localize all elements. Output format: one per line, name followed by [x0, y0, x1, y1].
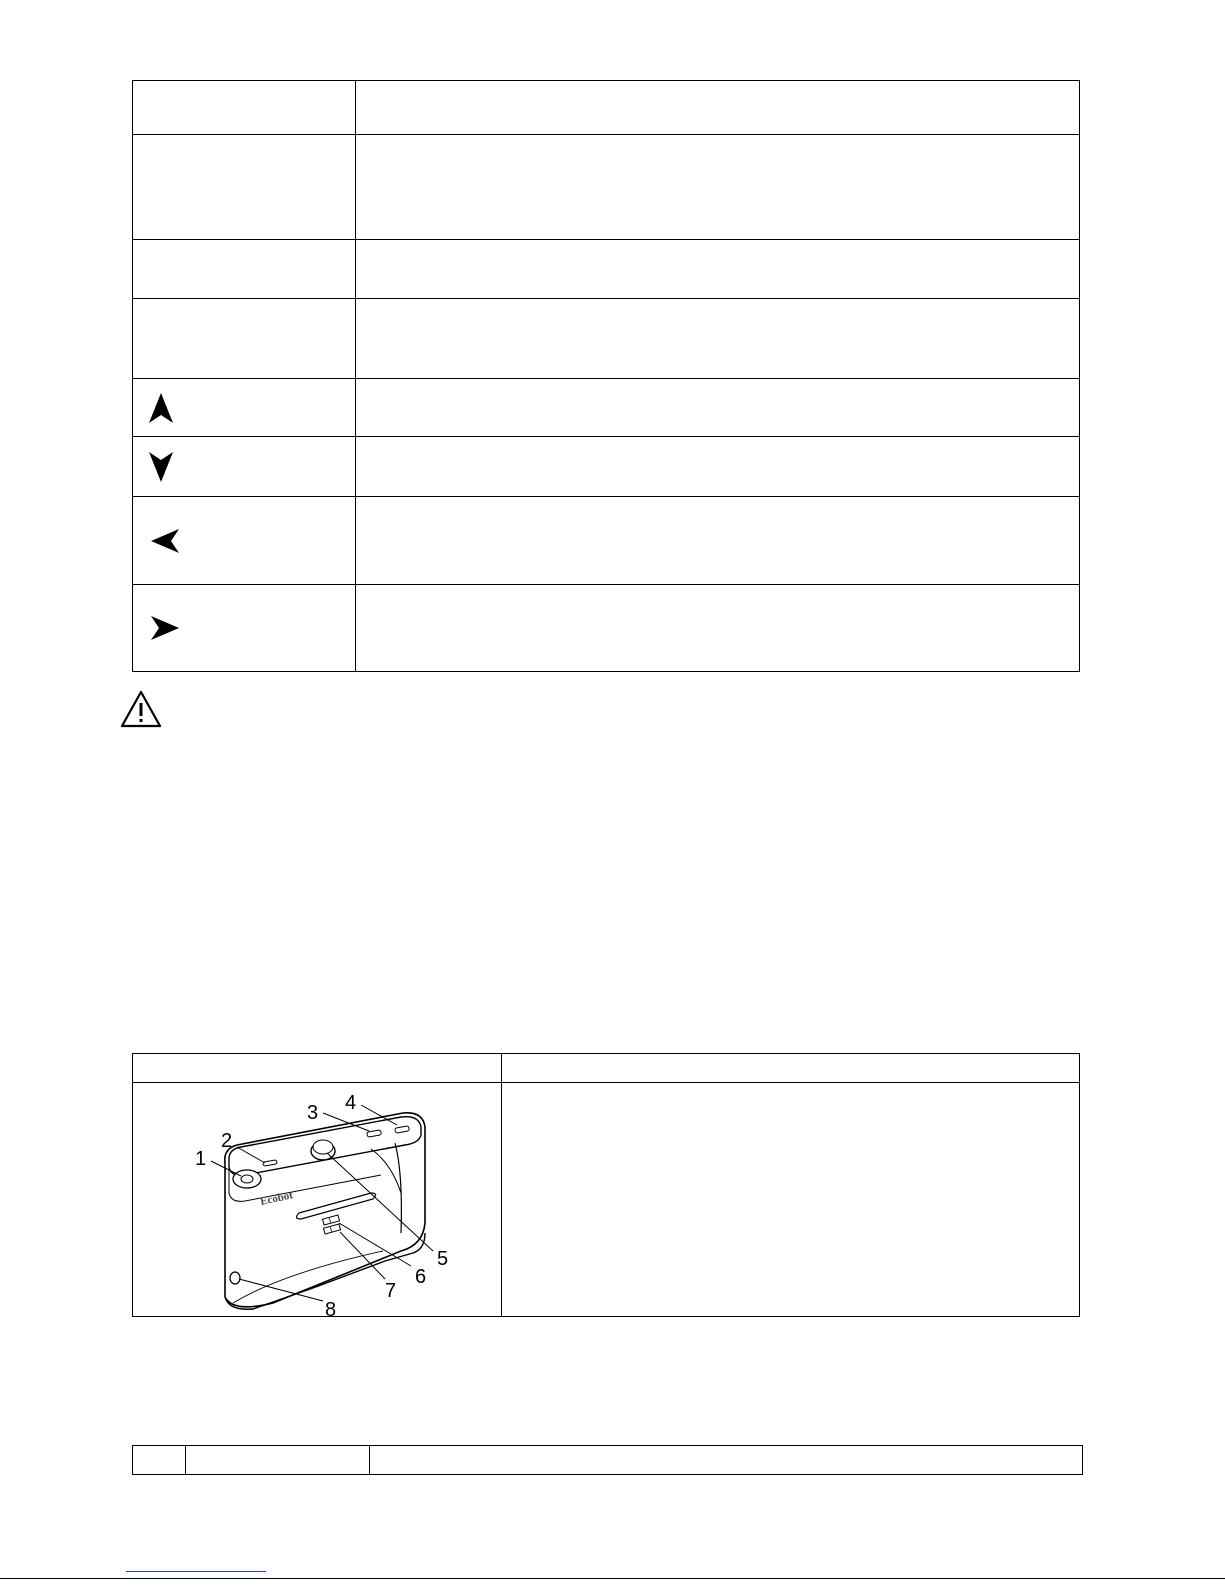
- footer-cell: [370, 1446, 1083, 1475]
- callout-label: 3: [307, 1102, 319, 1124]
- header-cell: [502, 1054, 1080, 1083]
- footer-cell: [185, 1446, 369, 1475]
- callout-label: 1: [195, 1148, 207, 1170]
- footer-cell: [133, 1446, 186, 1475]
- key-cell: [133, 437, 356, 497]
- footer-table: [132, 1445, 1083, 1475]
- charging-dock-table: [132, 1053, 1080, 1317]
- callout-label: 4: [345, 1092, 357, 1114]
- description-cell: [356, 240, 1080, 299]
- charging-dock-illustration: [133, 1083, 501, 1316]
- description-cell: [356, 135, 1080, 240]
- key-cell: [133, 379, 356, 437]
- arrow-right-icon: [149, 614, 181, 642]
- warning-triangle-icon: [120, 690, 162, 728]
- callout-label: 8: [325, 1299, 337, 1316]
- header-cell: [133, 1054, 502, 1083]
- description-cell: [356, 379, 1080, 437]
- arrow-left-icon: [149, 527, 181, 555]
- callout-label: 5: [437, 1248, 449, 1270]
- key-cell: [133, 497, 356, 585]
- callout-label: 7: [385, 1280, 397, 1302]
- footer-link-underline: [126, 1571, 266, 1572]
- arrow-up-icon: [147, 392, 175, 424]
- button-function-table: [132, 80, 1080, 672]
- description-cell: [356, 585, 1080, 672]
- callout-label: 2: [221, 1130, 233, 1152]
- key-cell: [133, 81, 356, 135]
- description-cell: [356, 437, 1080, 497]
- description-cell: [356, 497, 1080, 585]
- description-cell: [356, 299, 1080, 379]
- key-cell: [133, 299, 356, 379]
- description-cell: [356, 81, 1080, 135]
- arrow-down-icon: [147, 451, 175, 483]
- footer-rule: [0, 1578, 1225, 1579]
- callout-label: 6: [415, 1266, 427, 1288]
- figure-cell: [133, 1083, 502, 1317]
- key-cell: [133, 585, 356, 672]
- description-cell: [502, 1083, 1080, 1317]
- key-cell: [133, 135, 356, 240]
- key-cell: [133, 240, 356, 299]
- brand-mark: Ecobot: [259, 1189, 294, 1208]
